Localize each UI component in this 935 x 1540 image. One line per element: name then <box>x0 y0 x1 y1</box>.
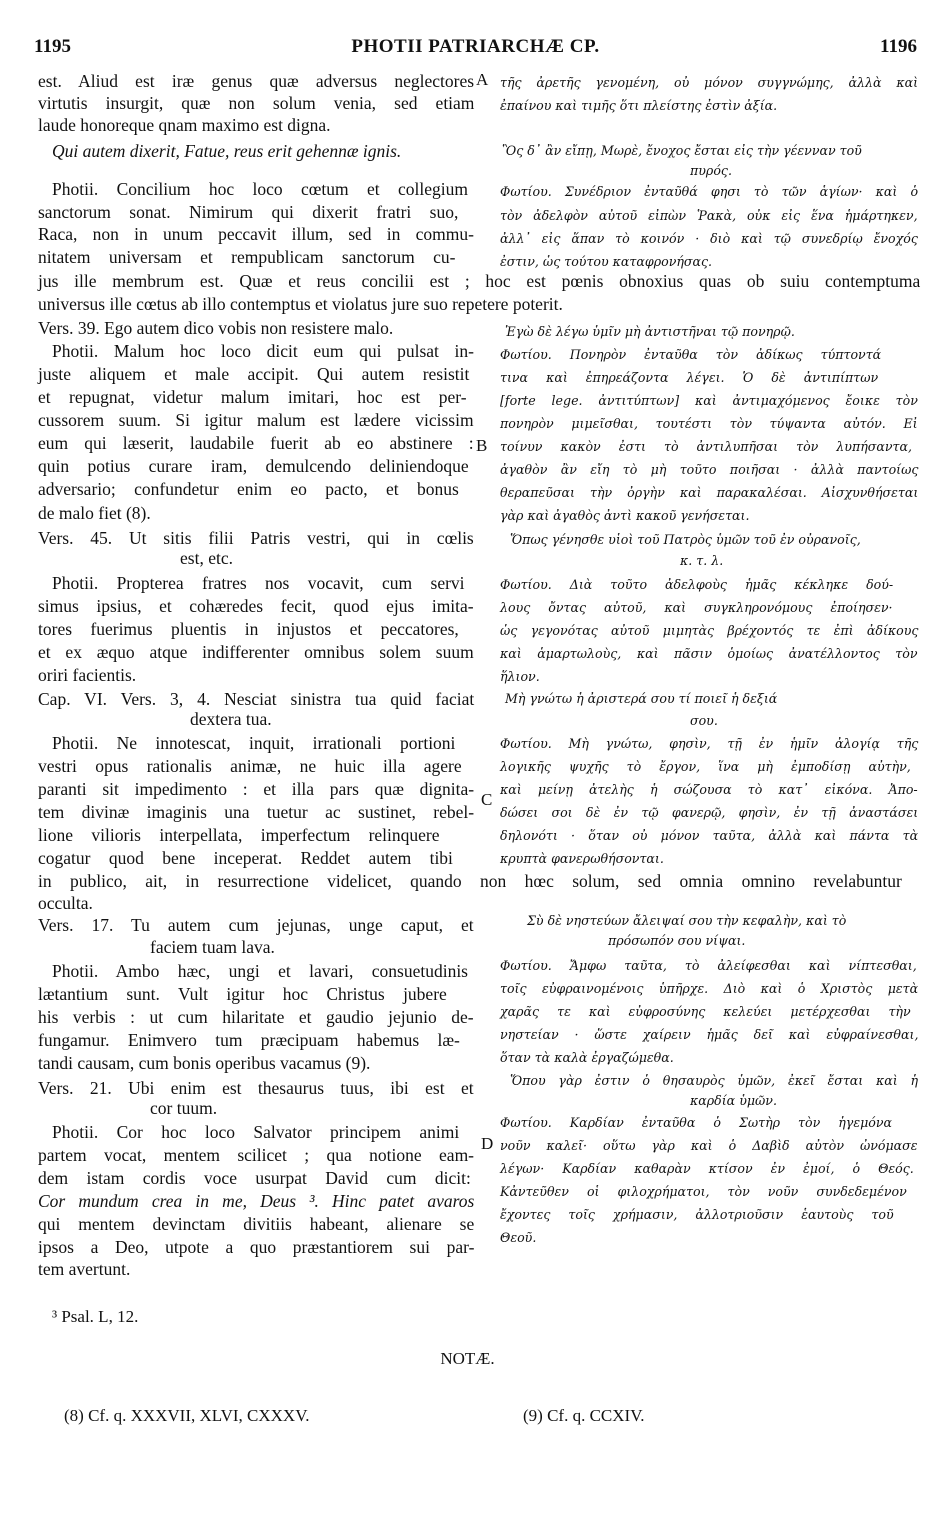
page-number-right: 1196 <box>880 36 917 57</box>
latin-line: tores fuerimus pluentis in injustos et peccatores, <box>38 619 459 639</box>
latin-line: partem vocat, mentem scilicet ; qua notione eam- <box>38 1145 475 1165</box>
latin-line: faciem tuam lava. <box>150 937 275 957</box>
latin-line: Photii. Malum hoc loco dicit eum qui pulsat in- <box>52 341 474 361</box>
greek-line: Ἐγὼ δὲ λέγω ὑμῖν μὴ ἀντιστῆναι τῷ πονηρῷ. <box>505 324 795 339</box>
latin-line: tem avertunt. <box>38 1259 131 1279</box>
latin-line: quin potius curare iram, demulcendo deliniendoque <box>38 456 469 476</box>
latin-line: tem divinæ imaginis una tuetur ac sustinet, rebel- <box>38 802 475 822</box>
greek-line: ἔχοντες τοῖς χρήμασιν, ἀλλοτριοῦσιν ἑαυτοὺς τοῦ <box>500 1207 894 1222</box>
latin-line: dextera tua. <box>190 709 272 729</box>
margin-mark-d: D <box>481 1134 494 1153</box>
notes-title: NOTÆ. <box>440 1349 495 1368</box>
latin-line: Photii. Ambo hæc, ungi et lavari, consuetudinis <box>52 961 468 981</box>
greek-line: Ὅπως γένησθε υἱοὶ τοῦ Πατρὸς ὑμῶν τοῦ ἐν οὐρανοῖς, <box>510 532 861 547</box>
greek-line: Μὴ γνώτω ἡ ἀριστερά σου τί ποιεῖ ἡ δεξιά <box>505 691 778 706</box>
latin-line: et ex æquo atque indifferenter omnibus solem suum <box>38 642 474 662</box>
running-title: PHOTII PATRIARCHÆ CP. <box>351 36 600 57</box>
latin-line: qui mentem devinctam divitiis habeant, alienare se <box>38 1214 475 1234</box>
greek-line: νοῦν καλεῖ· οὕτω γὰρ καὶ ὁ Δαβὶδ αὐτὸν ὠνόμασε <box>500 1138 918 1153</box>
greek-line: Φωτίου. Ἄμφω ταῦτα, τὸ ἀλείφεσθαι καὶ νίπτεσθαι, <box>500 958 917 973</box>
greek-line: Ὃς δ᾽ ἂν εἴπῃ, Μωρὲ, ἔνοχος ἔσται εἰς τὴν γέενναν τοῦ <box>502 143 862 158</box>
latin-line: nitatem universam et rempublicam sanctorum cu- <box>38 247 456 267</box>
latin-line: Vers. 21. Ubi enim est thesaurus tuus, ibi est et <box>38 1078 474 1098</box>
greek-line: καὶ μείνῃ ἀτελὴς ἡ σώζουσα τὸ κατ᾽ εἰκόνα. Ἀπο- <box>500 782 918 797</box>
latin-line: Vers. 17. Tu autem cum jejunas, unge caput, et <box>38 915 474 935</box>
latin-line: cor tuum. <box>150 1098 218 1118</box>
latin-line: cussorem suum. Si igitur malum est lædere vicissim <box>38 410 474 430</box>
greek-line: νηστείαν · ὥστε χαίρειν ἡμᾶς δεῖ καὶ εὐφραίνεσθαι, <box>500 1027 919 1042</box>
greek-line: τινα καὶ ἐπηρεάζοντα λέγει. Ὁ δὲ ἀντιπίπτων <box>500 370 879 385</box>
greek-line: τοίνυν κακὸν ἐστι τὸ ἀντιλυπῆσαι τὸν λυπήσαντα, <box>500 439 913 454</box>
latin-line: est. Aliud est iræ genus quæ adversus neglectores <box>38 71 475 91</box>
greek-line: κ. τ. λ. <box>680 553 724 568</box>
latin-line: laude honoreque qnam maximo est digna. <box>38 115 331 135</box>
latin-line: sanctorum sonat. Nimirum qui dixerit fratri suo, <box>38 202 459 222</box>
greek-line: πυρός. <box>690 163 732 178</box>
greek-line: πονηρὸν μιμεῖσθαι, τουτέστι τὸν τύψαντα αὐτόν. Εἰ <box>500 416 918 431</box>
greek-line: [forte lege. ἀντιτύπτων] καὶ ἀντιμαχόμενος ἔοικε τὸν <box>500 393 918 408</box>
greek-line: δώσει σοι δὲ ἐν τῷ φανερῷ, φησὶν, ἐν τῇ ἀναστάσει <box>500 805 919 820</box>
latin-line: Cor mundum crea in me, Deus ³. Hinc patet avaros <box>38 1191 475 1211</box>
latin-line: oriri facientis. <box>38 665 137 685</box>
latin-line: adversario; confundetur enim eo pacto, et bonus <box>38 479 459 499</box>
greek-line: ἀγαθὸν ἂν εἴη τὸ μὴ τοῦτο ποιῆσαι · ἀλλὰ παντοίως <box>500 462 919 477</box>
full-width-line: in publico, ait, in resurrectione videlicet, quando non hœc solum, sed omnia omnino revelabuntur <box>38 871 902 891</box>
greek-line: σου. <box>690 713 718 728</box>
margin-mark-b: B <box>476 436 488 455</box>
page-number-left: 1195 <box>34 36 71 57</box>
margin-mark-a: A <box>476 70 489 89</box>
greek-line: Σὺ δὲ νηστεύων ἄλειψαί σου τὴν κεφαλὴν, καὶ τὸ <box>527 913 847 928</box>
latin-line: dem istam cordis voce usurpat David cum dicit: <box>38 1168 471 1188</box>
latin-line: Photii. Cor hoc loco Salvator principem animi <box>52 1122 460 1142</box>
greek-line: λους ὄντας αὐτοῦ, καὶ συγκληρονόμους ἐποίησεν· <box>500 600 893 615</box>
full-width-line: universus ille cœtus ab illo contemptus et violatus jure suo repetere poterit. <box>38 294 563 314</box>
running-header <box>34 36 917 62</box>
greek-line: ὡς γεγονότας αὐτοῦ μιμητὰς βρέχοντός τε ἐπὶ ἀδίκους <box>500 623 919 638</box>
greek-line: Φωτίου. Πονηρὸν ἐνταῦθα τὸν ἀδίκως τύπτοντά <box>500 347 882 362</box>
greek-line: καὶ ἁμαρτωλοὺς, καὶ πᾶσιν ὁμοίως ἀνατέλλοντος τὸν <box>500 646 918 661</box>
latin-line: Photii. Propterea fratres nos vocavit, cum servi <box>52 573 465 593</box>
latin-line: Photii. Concilium hoc loco cœtum et collegium <box>52 179 468 199</box>
greek-line: τῆς ἀρετῆς γενομένη, οὐ μόνον συγγνώμης, ἀλλὰ καὶ <box>500 75 919 90</box>
latin-line: Raca, non in unum peccavit illum, sed in commu- <box>38 224 474 244</box>
latin-line: ipsos a Deo, utpote a quo præstantiorem sui par- <box>38 1237 475 1257</box>
greek-line: ὅταν τὰ καλὰ ἐργαζώμεθα. <box>500 1050 674 1065</box>
footnote: ³ Psal. L, 12. <box>52 1307 139 1326</box>
greek-line: ἀλλ᾽ εἰς ἅπαν τὸ κοινόν · διὸ καὶ τῷ συνεδρίῳ ἔνοχός <box>500 231 918 246</box>
greek-line: λέγων· Καρδίαν καθαρὰν κτίσον ἐν ἐμοί, ὁ Θεός. <box>500 1161 914 1176</box>
greek-line: καρδία ὑμῶν. <box>690 1093 777 1108</box>
latin-line: paranti sit impedimento : et illa pars quæ dignita- <box>38 779 475 799</box>
greek-line: Φωτίου. Διὰ τοῦτο ἀδελφοὺς ἡμᾶς κέκληκε δού- <box>500 577 894 592</box>
latin-line: Qui autem dixerit, Fatue, reus erit gehennæ ignis. <box>52 141 402 161</box>
greek-line: Θεοῦ. <box>500 1230 537 1245</box>
greek-line: γὰρ καὶ ἀγαθὸς ἀντὶ κακοῦ γενήσεται. <box>500 508 750 523</box>
greek-line: δηλονότι · ὅταν οὐ μόνον ταῦτα, ἀλλὰ καὶ πάντα τὰ <box>500 828 919 843</box>
greek-line: ἐστιν, ὡς τούτου καταφρονήσας. <box>500 254 713 269</box>
latin-line: his verbis : ut cum hilaritate et gaudio jejunio de- <box>38 1007 474 1027</box>
greek-line: Φωτίου. Καρδίαν ἐνταῦθα ὁ Σωτὴρ τὸν ἡγεμόνα <box>500 1115 893 1130</box>
latin-line: simus ipsius, et cohæredes fecit, quod ejus imita- <box>38 596 474 616</box>
latin-line: et repugnat, videtur malum imitari, hoc est per- <box>38 387 467 407</box>
greek-line: πρόσωπόν σου νίψαι. <box>608 933 746 948</box>
greek-line: Ὅπου γὰρ ἐστιν ὁ θησαυρὸς ὑμῶν, ἐκεῖ ἔσται καὶ ἡ <box>510 1073 919 1088</box>
latin-line: cogatur quod bene inceperat. Reddet autem tibi <box>38 848 453 868</box>
latin-line: lætantium sunt. Vult igitur hoc Christus jubere <box>38 984 447 1004</box>
latin-line: virtutis insurgit, quæ non solum venia, sed etiam <box>38 93 475 113</box>
greek-line: ἥλιον. <box>500 669 540 684</box>
greek-line: Φωτίου. Μὴ γνώτω, φησὶν, τῇ ἐν ἡμῖν ἀλογίᾳ τῆς <box>500 736 919 751</box>
latin-line: juste aliquem et male accipit. Qui autem resistit <box>38 364 470 384</box>
latin-line: tandi causam, cum bonis operibus vacamus (9). <box>38 1053 371 1073</box>
latin-line: occulta. <box>38 893 93 913</box>
note-9: (9) Cf. q. CCXIV. <box>523 1406 645 1425</box>
greek-line: Φωτίου. Συνέδριον ἐνταῦθά φησι τὸ τῶν ἁγίων· καὶ ὁ <box>500 184 919 199</box>
greek-line: λογικῆς ψυχῆς τὸ ἔργον, ἵνα μὴ ἐμποδίσῃ αὐτὴν, <box>500 759 911 774</box>
latin-line: Vers. 45. Ut sitis filii Patris vestri, qui in cœlis <box>38 528 474 548</box>
latin-line: est, etc. <box>180 548 233 568</box>
greek-line: χαρᾶς τε καὶ εὐφροσύνης κελεύει μετέρχεσθαι τὴν <box>500 1004 911 1019</box>
latin-line: lione vilioris interpellata, imperfectum relinquere <box>38 825 440 845</box>
full-width-line: jus ille membrum est. Quæ et reus concilii est ; hoc est pœnis obnoxius quas ob suiu contemptuma <box>38 271 921 291</box>
greek-line: κρυπτὰ φανερωθήσονται. <box>500 851 664 866</box>
greek-line: θεραπεῦσαι τὴν ὀργὴν καὶ παρακαλέσαι. Αἰσχυνθήσεται <box>500 485 919 500</box>
greek-line: τοῖς εὐφραινομένοις ὑπῆρχε. Διὸ καὶ ὁ Χριστὸς μετὰ <box>500 981 919 996</box>
note-8: (8) Cf. q. XXXVII, XLVI, CXXXV. <box>64 1406 310 1425</box>
margin-mark-c: C <box>481 790 493 809</box>
latin-line: Cap. VI. Vers. 3, 4. Nesciat sinistra tua quid faciat <box>38 689 475 709</box>
greek-line: Κἀντεῦθεν οἱ φιλοχρήματοι, τὸν νοῦν συνδεδεμένον <box>500 1184 907 1199</box>
latin-line: Vers. 39. Ego autem dico vobis non resistere malo. <box>38 318 394 338</box>
latin-line: de malo fiet (8). <box>38 503 151 523</box>
greek-line: ἐπαίνου καὶ τιμῆς ὅτι πλείστης ἐστὶν ἀξία. <box>500 98 778 113</box>
latin-line: eum qui læserit, laudabile fuerit ab eo abstinere : <box>38 433 474 453</box>
latin-line: vestri opus rationalis animæ, ne huic illa agere <box>38 756 462 776</box>
latin-line: Photii. Ne innotescat, inquit, irrationali portioni <box>52 733 456 753</box>
latin-line: fungamur. Enimvero tum præcipuam habemus læ- <box>38 1030 460 1050</box>
greek-line: τὸν ἀδελφὸν αὐτοῦ εἰπὼν Ῥακὰ, οὐκ εἰς ἕνα ἡμάρτηκεν, <box>500 208 918 223</box>
